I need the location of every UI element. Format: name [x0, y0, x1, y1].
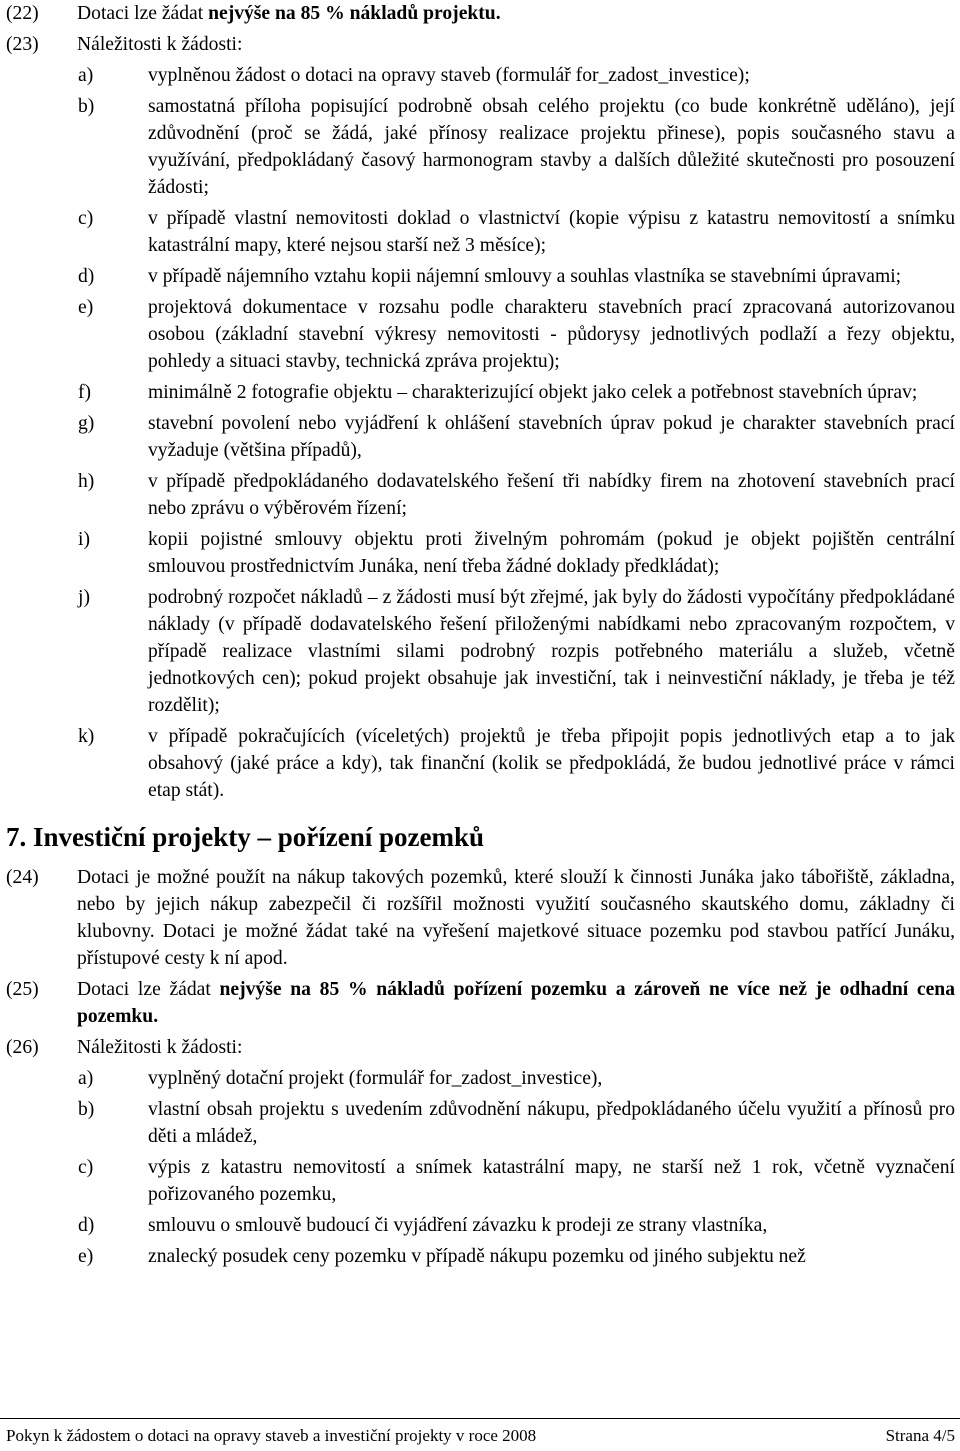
list-item-label: g): [78, 413, 95, 434]
list-item: [77, 584, 960, 719]
footer-document-title: Pokyn k žádostem o dotaci na opravy staveb a investiční projekty v roce 2008: [6, 1425, 537, 1445]
list-item: [77, 205, 960, 259]
list-item: [77, 93, 960, 201]
list-item: [77, 294, 960, 375]
list-item-text: výpis z katastru nemovitostí a snímek katastrální mapy, ne starší než 1 rok, včetně vyznačení pořizovaného pozemku,: [148, 1157, 955, 1205]
list-item-label: d): [78, 266, 95, 287]
paragraph-text: Dotaci je možné použít na nákup takových pozemků, které slouží k činnosti Junáka jako tábořiště, základna, nebo by jejich nákup zabezpečil či rozšířil možnosti využití současného skautského domu, základny či klubovny. Dotaci je možné žádat také na vyřešení majetkové situace pozemku pod stavbou patřící Junáku, přístupové cesty k ní apod.: [77, 867, 955, 969]
paragraph-text: Náležitosti k žádosti:: [77, 1037, 243, 1058]
list-item: [77, 1154, 960, 1208]
list-item-label: d): [78, 1215, 95, 1236]
paragraph-26: [0, 1034, 960, 1061]
list-item: [77, 1096, 960, 1150]
list-item-text: projektová dokumentace v rozsahu podle charakteru stavebních prací zpracovaná autorizovanou osobou (základní stavební výkresy nemovitosti - půdorysy jednotlivých podlaží a řezy objektu, pohledy a situaci stavby, technická zpráva projektu);: [148, 297, 955, 372]
list-item-label: a): [78, 1068, 94, 1089]
list-item-label: b): [78, 96, 95, 117]
list-item: [77, 379, 960, 406]
list-item-text: podrobný rozpočet nákladů – z žádosti musí být zřejmé, jak byly do žádosti vypočítány předpokládané náklady (v případě dodavatelského řešení přiloženými nabídkami nebo zpracovaným rozpočtem, v případě realizace vlastními silami podrobný rozpis potřebného materiálu a služeb, včetně jednotkových cen); pokud projekt obsahuje jak investiční, tak i neinvestiční náklady, je třeba je též rozdělit);: [148, 587, 955, 716]
list-item-label: f): [78, 382, 92, 403]
list-item-text: znalecký posudek ceny pozemku v případě nákupu pozemku od jiného subjektu než: [148, 1246, 806, 1267]
list-item-text: vyplněnou žádost o dotaci na opravy staveb (formulář for_zadost_investice);: [148, 65, 750, 86]
list-item-label: c): [78, 208, 94, 229]
list-item-text: v případě nájemního vztahu kopii nájemní smlouvy a souhlas vlastníka se stavebními úpravami;: [148, 266, 902, 287]
paragraph-number: (26): [6, 1037, 39, 1058]
list-item: [77, 1243, 960, 1270]
paragraph-number: (25): [6, 979, 39, 1000]
list-item-text: vlastní obsah projektu s uvedením zdůvodnění nákupu, předpokládaného účelu využití a přínosů pro děti a mládež,: [148, 1099, 955, 1147]
paragraph-text: [77, 0, 960, 27]
list-item: [77, 723, 960, 804]
paragraph-text: Náležitosti k žádosti:: [77, 34, 243, 55]
list-item-text: kopii pojistné smlouvy objektu proti živelným pohromám (pokud je objekt pojištěn centrální smlouvou prostřednictvím Junáka, není třeba žádné doklady předkládat);: [148, 529, 955, 577]
paragraph-text-bold: nejvýše na 85 % nákladů pořízení pozemku a zároveň ne více než je odhadní cena pozemku.: [77, 979, 955, 1027]
paragraph-23: [0, 31, 960, 58]
list-item: [77, 526, 960, 580]
list-item-label: e): [78, 297, 94, 318]
paragraph-number: (23): [6, 34, 39, 55]
list-item: [77, 1212, 960, 1239]
list-item-label: h): [78, 471, 95, 492]
requirements-list-23: [77, 62, 960, 804]
paragraph-24: [0, 864, 960, 972]
paragraph-text: [77, 976, 960, 1030]
list-item-text: samostatná příloha popisující podrobně obsah celého projektu (co bude konkrétně uděláno), její zdůvodnění (proč se žádá, jaké přínosy realizace projektu přinese), popis současného stavu a využívání, předpokládaný časový harmonogram stavby a dalších důležité skutečnosti pro posouzení žádosti;: [148, 96, 955, 198]
list-item-label: i): [78, 529, 90, 550]
list-item-label: j): [78, 587, 90, 608]
requirements-list-26: [77, 1065, 960, 1270]
list-item-label: c): [78, 1157, 94, 1178]
page-footer: [0, 1418, 960, 1451]
list-item-text: stavební povolení nebo vyjádření k ohlášení stavebních úprav pokud je charakter stavebních prací vyžaduje (většina případů),: [148, 413, 955, 461]
list-item-text: v případě pokračujících (víceletých) projektů je třeba připojit popis jednotlivých etap a to jak obsahový (jaké práce a kdy), tak finanční (kolik se předpokládá, že budou jednotlivé práce v rámci etap stát).: [148, 726, 955, 801]
list-item-text: vyplněný dotační projekt (formulář for_zadost_investice),: [148, 1068, 603, 1089]
footer-page-number: Strana 4/5: [885, 1425, 955, 1445]
list-item-text: smlouvu o smlouvě budoucí či vyjádření závazku k prodeji ze strany vlastníka,: [148, 1215, 768, 1236]
list-item: [77, 62, 960, 89]
list-item: [77, 1065, 960, 1092]
list-item-label: e): [78, 1246, 94, 1267]
list-item: [77, 263, 960, 290]
list-item-text: v případě vlastní nemovitosti doklad o vlastnictví (kopie výpisu z katastru nemovitostí a snímku katastrální mapy, které nejsou starší než 3 měsíce);: [148, 208, 955, 256]
paragraph-text-plain: Dotaci lze žádat: [77, 3, 209, 24]
list-item: [77, 468, 960, 522]
paragraph-number: (24): [6, 867, 39, 888]
paragraph-number: (22): [6, 3, 39, 24]
paragraph-22: [0, 0, 960, 27]
paragraph-25: [0, 976, 960, 1030]
paragraph-text-bold: nejvýše na 85 % nákladů projektu.: [208, 3, 501, 24]
list-item: [77, 410, 960, 464]
list-item-label: b): [78, 1099, 95, 1120]
section-heading: 7. Investiční projekty – pořízení pozemků: [6, 822, 484, 852]
paragraph-text-plain: Dotaci lze žádat: [77, 979, 220, 1000]
list-item-label: a): [78, 65, 94, 86]
list-item-label: k): [78, 726, 95, 747]
list-item-text: minimálně 2 fotografie objektu – charakterizující objekt jako celek a potřebnost stavebních úprav;: [148, 382, 918, 403]
list-item-text: v případě předpokládaného dodavatelského řešení tři nabídky firem na zhotovení stavebních prací nebo zprávu o výběrovém řízení;: [148, 471, 955, 519]
